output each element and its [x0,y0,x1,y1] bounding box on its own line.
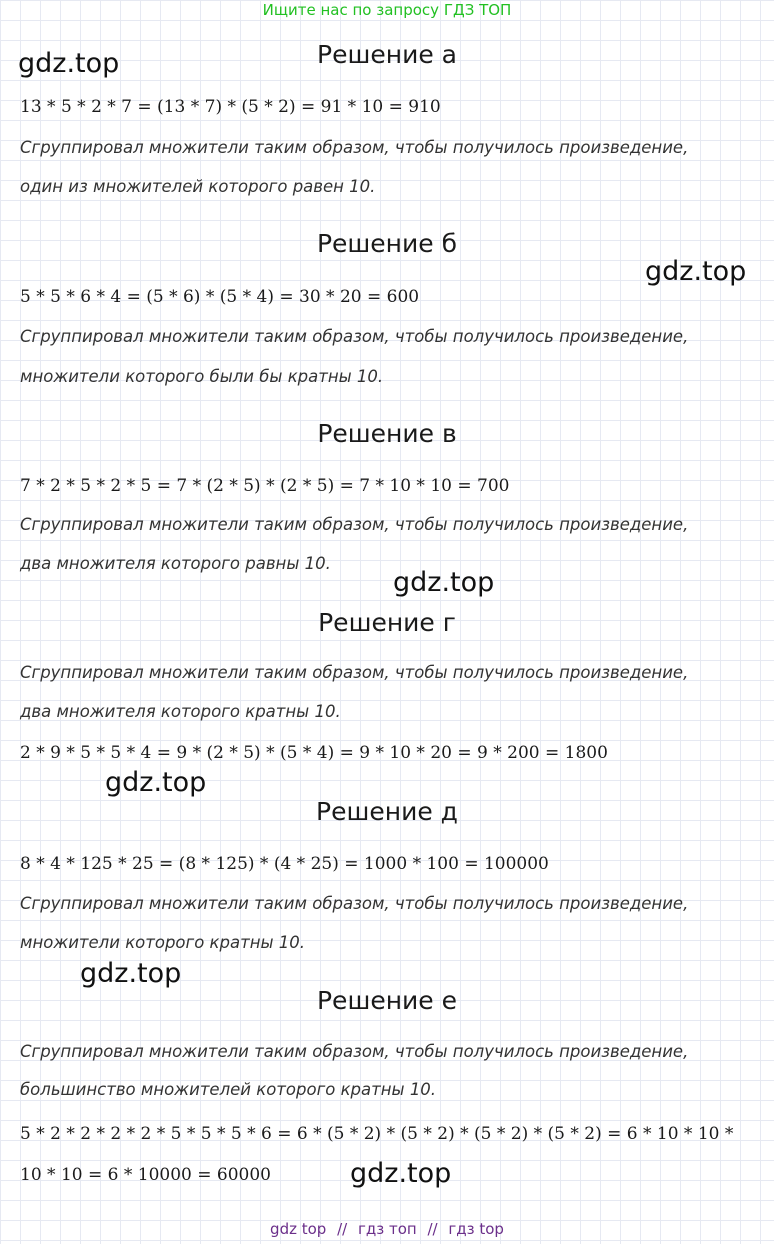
note-line: множители которого были бы кратны 10. [20,367,384,386]
formula-line: 8 * 4 * 125 * 25 = (8 * 125) * (4 * 25) = 1000 * 100 = 100000 [20,854,549,874]
solution-heading-e: Решение е [316,986,457,1015]
watermark: gdz.top [105,767,207,798]
watermark: gdz.top [18,48,120,79]
watermark: gdz.top [80,958,182,989]
solution-heading-b: Решение б [316,229,458,258]
footer-link-gdz-top-ru[interactable]: гдз топ [357,1220,417,1238]
top-banner: Ищите нас по запросу ГДЗ ТОП [262,1,512,19]
formula-line: 7 * 2 * 5 * 2 * 5 = 7 * (2 * 5) * (2 * 5) = 7 * 10 * 10 = 700 [20,476,510,496]
formula-line: 5 * 2 * 2 * 2 * 2 * 5 * 5 * 5 * 6 = 6 * (5 * 2) * (5 * 2) * (5 * 2) * (5 * 2) = 6 * 10 * 10 * [20,1124,734,1144]
note-line: Сгруппировал множители таким образом, чтобы получилось произведение, [20,1042,689,1061]
note-line: Сгруппировал множители таким образом, чтобы получилось произведение, [20,894,689,913]
note-line: множители которого кратны 10. [20,933,306,952]
formula-line: 2 * 9 * 5 * 5 * 4 = 9 * (2 * 5) * (5 * 4) = 9 * 10 * 20 = 9 * 200 = 1800 [20,743,608,763]
note-line: Сгруппировал множители таким образом, чтобы получилось произведение, [20,515,689,534]
formula-line: 10 * 10 = 6 * 10000 = 60000 [20,1165,271,1185]
note-line: Сгруппировал множители таким образом, чтобы получилось произведение, [20,327,689,346]
solution-heading-d: Решение д [316,797,458,826]
footer-separator: // [427,1220,438,1238]
note-line: Сгруппировал множители таким образом, чтобы получилось произведение, [20,138,689,157]
solution-heading-v: Решение в [317,419,457,448]
formula-line: 13 * 5 * 2 * 7 = (13 * 7) * (5 * 2) = 91 * 10 = 910 [20,97,441,117]
watermark: gdz.top [350,1158,452,1189]
footer-link-gdz-top[interactable]: gdz top [270,1220,327,1238]
note-line: один из множителей которого равен 10. [20,177,376,196]
solution-heading-g: Решение г [318,608,456,637]
footer-separator: // [337,1220,348,1238]
footer-links [0,1220,774,1238]
note-line: два множителя которого равны 10. [20,554,331,573]
footer-link-gdz-top-mixed[interactable]: гдз top [448,1220,504,1238]
note-line: Сгруппировал множители таким образом, чтобы получилось произведение, [20,663,689,682]
solution-heading-a: Решение а [317,40,457,69]
watermark: gdz.top [393,567,495,598]
note-line: два множителя которого кратны 10. [20,702,341,721]
watermark: gdz.top [645,256,747,287]
note-line: большинство множителей которого кратны 10. [20,1080,437,1099]
formula-line: 5 * 5 * 6 * 4 = (5 * 6) * (5 * 4) = 30 * 20 = 600 [20,287,420,307]
